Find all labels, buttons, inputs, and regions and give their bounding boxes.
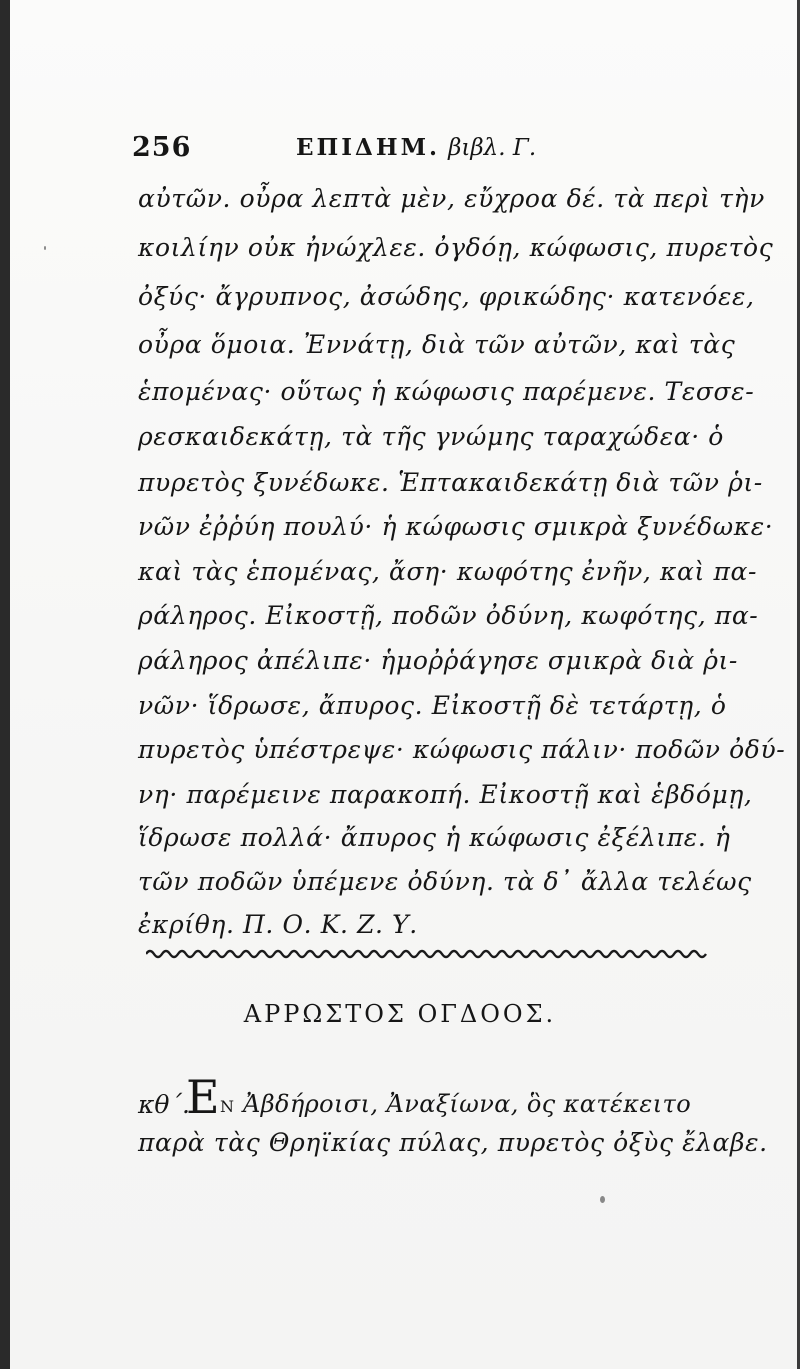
- case-number: κθ΄.: [138, 1090, 190, 1119]
- scan-edge-left: [0, 0, 10, 1369]
- text-line: αὐτῶν. οὖρα λεπτὰ μὲν, εὔχροα δέ. τὰ περὶ τὴν: [138, 184, 765, 213]
- text-line: οὖρα ὅμοια. Ἐννάτῃ, διὰ τῶν αὐτῶν, καὶ τὰς: [138, 330, 736, 359]
- text-line: ὀξύς· ἄγρυπνος, ἀσώδης, φρικώδης· κατενόεε,: [138, 282, 755, 311]
- text-line: κοιλίην οὐκ ἠνώχλεε. ὀγδόῃ, κώφωσις, πυρετὸς: [138, 233, 774, 262]
- text-line: παρὰ τὰς Θρηϊκίας πύλας, πυρετὸς ὀξὺς ἔλαβε.: [138, 1128, 768, 1157]
- text-line: πυρετὸς ξυνέδωκε. Ἑπτακαιδεκάτῃ διὰ τῶν ῥι-: [138, 468, 763, 497]
- text-line: ἑπομένας· οὕτως ἡ κώφωσις παρέμενε. Τεσσε-: [138, 377, 755, 406]
- text-line: καὶ τὰς ἑπομένας, ἄση· κωφότης ἐνῆν, καὶ πα-: [138, 557, 758, 586]
- page-header: [132, 132, 692, 172]
- text-line: τῶν ποδῶν ὑπέμενε ὀδύνη. τὰ δ᾽ ἄλλα τελέως: [138, 867, 752, 896]
- section-title: ΑΡΡΩΣΤΟΣ ΟΓΔΟΟΣ.: [243, 1000, 557, 1028]
- text-line: ράληρος ἀπέλιπε· ἡμοῤῥάγησε σμικρὰ διὰ ῥι-: [138, 646, 738, 675]
- running-head-book: βιβλ. Γ.: [448, 135, 537, 161]
- text-line: νη· παρέμεινε παρακοπή. Εἰκοστῇ καὶ ἑβδόμῃ,: [138, 780, 753, 809]
- text-line: ἐκρίθη. Π. Ο. Κ. Ζ. Υ.: [138, 910, 418, 939]
- text-line: ράληρος. Εἰκοστῇ, ποδῶν ὀδύνη, κωφότης, πα-: [138, 601, 759, 630]
- drop-cap: Ε: [186, 1070, 220, 1124]
- first-word-rest: Ν: [220, 1097, 235, 1116]
- case-line-1-text: Ἀβδήροισι, Ἀναξίωνα, ὃς κατέκειτο: [243, 1090, 692, 1118]
- wavy-rule-ornament: [146, 946, 708, 960]
- running-head-title: ΕΠΙΔΗΜ.: [296, 134, 441, 161]
- text-line: νῶν ἐῤῥύη πουλύ· ἡ κώφωσις σμικρὰ ξυνέδωκε·: [138, 512, 774, 541]
- page-number: 256: [132, 132, 192, 163]
- paper-speck: [600, 1196, 605, 1203]
- case-text: [220, 1090, 691, 1118]
- text-line: νῶν· ἵδρωσε, ἄπυρος. Εἰκοστῇ δὲ τετάρτῃ, ὁ: [138, 691, 727, 720]
- text-line: ἵδρωσε πολλά· ἄπυρος ἡ κώφωσις ἐξέλιπε. ἡ: [138, 823, 731, 852]
- text-line: ρεσκαιδεκάτῃ, τὰ τῆς γνώμης ταραχώδεα· ὁ: [138, 422, 724, 451]
- case-first-line: [138, 1070, 708, 1124]
- paper-speck: [44, 246, 46, 250]
- running-head: [296, 134, 536, 161]
- text-line: πυρετὸς ὑπέστρεψε· κώφωσις πάλιν· ποδῶν ὀδύ-: [138, 735, 786, 764]
